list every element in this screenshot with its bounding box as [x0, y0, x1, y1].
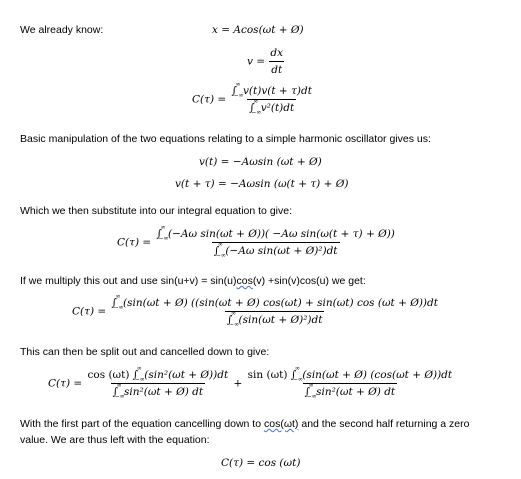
substituted-numerator: (−Aω sin(ωt + Ø))( −Aω sin(ω(t + τ) + Ø)) [168, 228, 395, 240]
equation-velocity-shift: v(t + τ) = −Aωsin (ω(t + τ) + Ø) [175, 178, 349, 190]
paragraph-substitute: Which we then substitute into our integral equation to give: [20, 205, 292, 217]
equation-velocity [247, 46, 285, 77]
split-first-denominator: sin²(ωt + Ø) dt [124, 386, 204, 398]
integral-sign: ∫ ∞ −∞ [290, 365, 303, 383]
expanded-numerator: (sin(ωt + Ø) ((sin(ωt + Ø) cos(ωt) + sin(ωt) cos (ωt + Ø))dt [123, 297, 438, 309]
integral-sign: ∫ ∞ −∞ [156, 224, 169, 242]
integral-sign: ∫ ∞ −∞ [227, 310, 240, 328]
split-lhs: C(τ) = [48, 377, 83, 390]
correlation-lhs: C(τ) = [192, 93, 227, 106]
paragraph-conclusion-line1: With the first part of the equation cancelling down to cos(ωt) and the second half returning a zero [20, 418, 470, 430]
integral-sign: ∫ ∞ −∞ [112, 382, 125, 400]
velocity-denominator: dt [269, 61, 284, 77]
plus-sign: + [233, 377, 243, 390]
expanded-fraction [110, 293, 440, 328]
correlation-fraction [230, 81, 314, 116]
equation-final: C(τ) = cos (ωt) [221, 457, 301, 469]
velocity-numerator: dx [270, 47, 284, 59]
velocity-lhs: v = [247, 55, 266, 68]
equation-expanded [72, 293, 440, 328]
integral-sign: ∫ ∞ −∞ [213, 241, 226, 259]
split-second-numerator: (sin(ωt + Ø) (cos(ωt + Ø))dt [302, 369, 453, 381]
integral-sign: ∫ ∞ −∞ [249, 98, 262, 116]
velocity-fraction [268, 46, 285, 77]
equation-split [48, 365, 454, 400]
split-second-denominator: sin²(ωt + Ø) dt [316, 386, 396, 398]
split-first-numerator: (sin²(ωt + Ø))dt [144, 369, 229, 381]
paragraph-multiply: If we multiply this out and use sin(u+v) = sin(u)cos(v) +sin(v)cos(u) we get: [20, 275, 366, 287]
paragraph-manipulation: Basic manipulation of the two equations relating to a simple harmonic oscillator gives us: [20, 133, 431, 145]
paragraph-split: This can then be split out and cancelled down to give: [20, 346, 270, 358]
equation-correlation-definition [192, 81, 314, 116]
integral-sign: ∫ ∞ −∞ [231, 81, 244, 99]
equation-position: x = Acos(ωt + Ø) [212, 24, 304, 36]
substituted-lhs: C(τ) = [117, 236, 152, 249]
split-fraction-second: sin (ωt) ∫ ∞ −∞ (sin(ωt + Ø) (cos(ωt + Ø))dt ∫ ∞ −∞ sin²(ωt + Ø) dt [247, 365, 453, 400]
correlation-denominator: v²(t)dt [260, 102, 295, 114]
expanded-denominator: (sin(ωt + Ø)²)dt [238, 314, 323, 326]
integral-sign: ∫ ∞ −∞ [132, 365, 145, 383]
equation-substituted [117, 224, 397, 259]
equation-velocity-sin: v(t) = −Aωsin (ωt + Ø) [199, 156, 322, 168]
intro-text: We already know: [20, 24, 104, 36]
expanded-lhs: C(τ) = [72, 305, 107, 318]
integral-sign: ∫ ∞ −∞ [304, 382, 317, 400]
substituted-denominator: (−Aω sin(ωt + Ø)²)dt [225, 245, 338, 257]
split-fraction-first: cos (ωt) ∫ ∞ −∞ (sin²(ωt + Ø))dt ∫ ∞ −∞ sin²(ωt + Ø) dt [87, 365, 229, 400]
integral-sign: ∫ ∞ −∞ [111, 293, 124, 311]
paragraph-conclusion-line2: value. We are thus left with the equation: [20, 434, 210, 446]
correlation-numerator: v(t)v(t + τ)dt [243, 85, 312, 97]
substituted-fraction [155, 224, 397, 259]
